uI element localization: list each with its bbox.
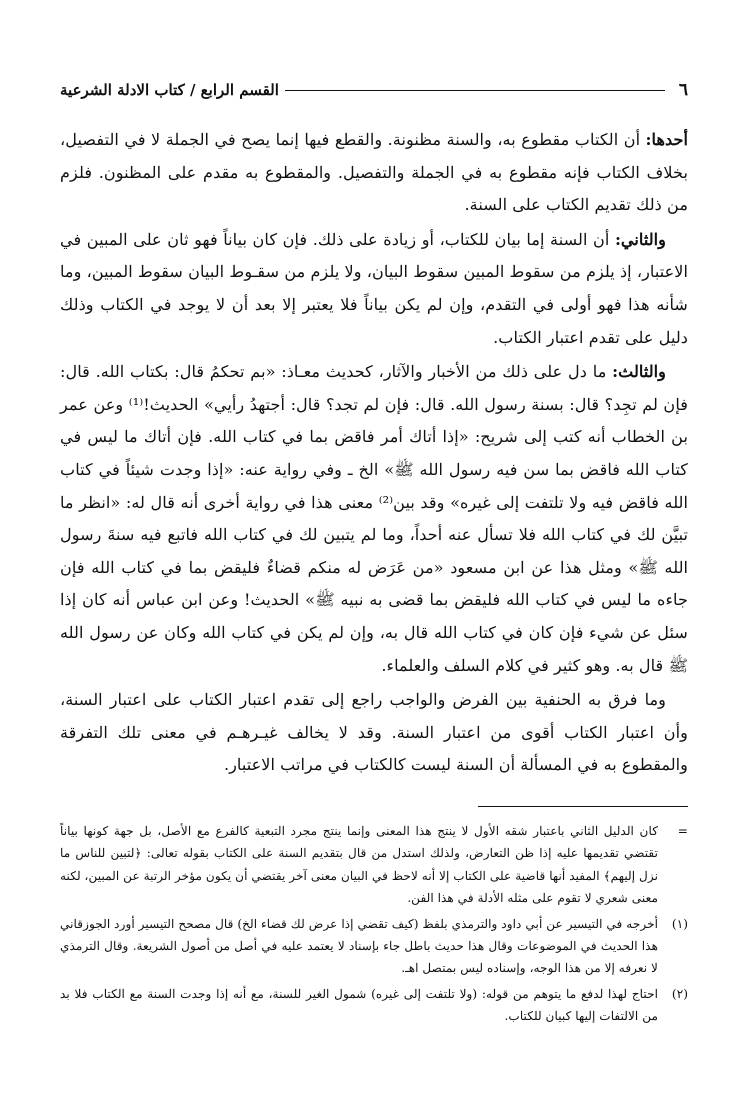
paragraph-text: ما دل على ذلك من الأخبار والآثار، كحديث معـاذ: «بم تحكمُ قال: بكتاب الله. قال: فإن لم تجِد؟ قال: بسنة رسول الله. قال: فإن لم تجد؟ قال: أجتهدُ رأيي» الحديث!⁽¹⁾ وعن عمر بن الخطاب أنه كتب إلى شريح: «إذا أتاك أمر فاقض بما في كتاب الله. فإن أتاك ما ليس في كتاب الله فاقض بما سن فيه رسول الله ﷺ» الخ ـ وفي رواية عنه: «إذا وجدت شيئاً في كتاب الله فاقض فيه ولا تلتفت إلى غيره» وقد بين⁽²⁾ معنى هذا في رواية أخرى أنه قال له: «انظر ما تبيَّن لك في كتاب الله فلا تسأل عنه أحداً، وما لم يتبين لك في كتاب الله فاتبع فيه سنةَ رسول الله ﷺ» ومثل هذا عن ابن مسعود «من عَرَض له منكم قضاءٌ فليقض بما في كتاب الله فإن جاءه ما ليس في كتاب الله فليقض بما قضى به نبيه ﷺ» الحديث! وعن ابن عباس أنه كان إذا سئل عن شيء فإن كان في كتاب الله قال به، وإن لم يكن في كتاب الله وكان عن رسول الله ﷺ قال به. وهو كثير في كلام السلف والعلماء. bbox=[60, 362, 688, 675]
paragraph-hanafi-note: وما فرق به الحنفية بين الفرض والواجب راجع إلى تقدم اعتبار الكتاب على اعتبار السنة، وأن اعتبار الكتاب أقوى من اعتبار السنة. وقد لا يخالف غيـرهـم في معنى تلك التفرقة والمقطوع به في المسألة أن السنة ليست كالكتاب في مراتب الاعتبار. bbox=[60, 690, 688, 775]
paragraph-first-argument bbox=[60, 124, 688, 222]
footnote-text: كان الدليل الثاني باعتبار شقه الأول لا ينتج هذا المعنى وإنما ينتج مجرد التبعية كالفرع مع الأصل، بل جهة كونها بياناً تقتضي تقديمها عليه إذا ظن التعارض، ولذلك استدل من قال بتقديم السنة على الكتاب بقوله تعالى: ﴿لتبين للناس ما نزل إليهم﴾ المفيد أنها قاضية على الكتاب إلا أنه لاحظ في البيان معنى آخر يقتضي أن يكون مؤخر الرتبة عن المبين، لكنه معنى شعري لا تقوم على مثله الأدلة في هذا الفن. bbox=[60, 824, 658, 906]
paragraph-text: أن السنة إما بيان للكتاب، أو زيادة على ذلك. فإن كان بياناً فهو ثان على المبين في الاعتبار، إذ يلزم من سقوط المبين سقوط البيان، ولا يلزم من سقـوط البيان سقوط المبين، وما شأنه هذا فهو أولى في التقدم، وإن لم يكن بياناً فلا يعتبر إلا بعد أن لا يوجد في الكتاب وذلك دليل على تقدم اعتبار الكتاب. bbox=[60, 229, 688, 347]
header-rule bbox=[285, 90, 665, 91]
paragraph-lead: أحدها: bbox=[645, 130, 688, 149]
footnote-2 bbox=[60, 983, 688, 1028]
page-number: ٦ bbox=[678, 80, 688, 100]
running-title: القسم الرابع / كتاب الادلة الشرعية bbox=[60, 81, 279, 99]
footnote-mark: (٢) bbox=[671, 986, 688, 1001]
main-text bbox=[60, 124, 688, 784]
footnote-mark: = bbox=[677, 824, 688, 838]
paragraph-second-argument bbox=[60, 224, 688, 354]
footnote-continued bbox=[60, 820, 688, 910]
footnote-1 bbox=[60, 913, 688, 980]
page-header bbox=[60, 78, 688, 102]
footnote-separator bbox=[478, 806, 688, 807]
paragraph-lead: والثالث: bbox=[612, 362, 666, 382]
footnote-mark: (١) bbox=[671, 916, 688, 931]
paragraph-lead: والثاني: bbox=[614, 229, 666, 249]
paragraph-text: أن الكتاب مقطوع به، والسنة مظنونة. والقطع فيها إنما يصح في الجملة لا في التفصيل، بخلاف الكتاب فإنه مقطوع به في الجملة والتفصيل. والمقطوع به مقدم على المظنون. فلزم من ذلك تقديم الكتاب على السنة. bbox=[60, 130, 688, 215]
footnote-text: أخرجه في التيسير عن أبي داود والترمذي بلفظ (كيف تقضي إذا عرض لك قضاء الخ) قال مصحح التيسير أورد الجوزقاني هذا الحديث في الموضوعات وقال هذا حديث باطل جاء بإسناد لا يعتمد عليه في أصل من أصول الشريعة. وقال الترمذي لا نعرفه إلا من هذا الوجه، وإسناده ليس بمتصل اهـ. bbox=[60, 916, 658, 976]
footnotes bbox=[60, 820, 688, 1031]
footnote-text: احتاج لهذا لدفع ما يتوهم من قوله: (ولا تلتفت إلى غيره) شمول الغير للسنة، مع أنه إذا وجدت السنة مع الكتاب فلا بد من الالتفات إليها كبيان للكتاب. bbox=[60, 986, 658, 1024]
paragraph-third-argument bbox=[60, 356, 688, 682]
